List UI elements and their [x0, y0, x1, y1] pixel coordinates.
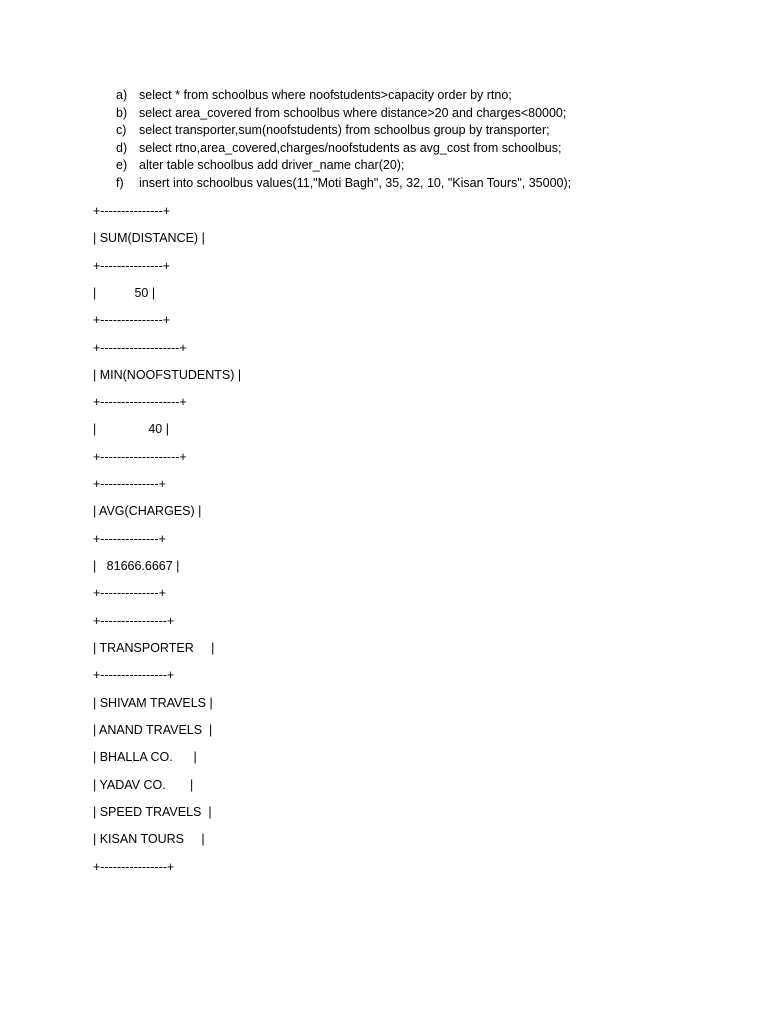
sql-query-list	[116, 87, 571, 193]
query-marker: a)	[116, 88, 128, 102]
result-row-line: | SHIVAM TRAVELS |	[93, 696, 213, 710]
result-border-line: +--------------+	[93, 586, 166, 600]
query-item	[116, 122, 571, 140]
result-row-line: | KISAN TOURS |	[93, 832, 205, 846]
result-border-line: +-------------------+	[93, 341, 187, 355]
result-row-line: | YADAV CO. |	[93, 778, 194, 792]
query-marker: e)	[116, 158, 128, 173]
result-header-line: | AVG(CHARGES) |	[93, 504, 202, 518]
result-value-line: | 50 |	[93, 286, 156, 300]
query-text: select rtno,area_covered,charges/noofstudents as avg_cost from schoolbus;	[139, 140, 562, 155]
result-header-line: | MIN(NOOFSTUDENTS) |	[93, 368, 242, 382]
result-row-line: | SPEED TRAVELS |	[93, 805, 212, 819]
query-marker: f)	[116, 175, 124, 190]
result-value-line: | 40 |	[93, 422, 169, 436]
result-row-line: | ANAND TRAVELS |	[93, 723, 213, 737]
result-border-line: +-------------------+	[93, 395, 187, 409]
query-item	[116, 157, 571, 175]
query-text: alter table schoolbus add driver_name char(20);	[139, 158, 405, 173]
result-border-line: +---------------+	[93, 204, 171, 218]
result-row-line: | BHALLA CO. |	[93, 750, 197, 764]
result-border-line: +---------------+	[93, 313, 171, 327]
query-text: select transporter,sum(noofstudents) from schoolbus group by transporter;	[139, 123, 550, 138]
query-text: select * from schoolbus where noofstudents>capacity order by rtno;	[139, 88, 512, 102]
result-header-line: | TRANSPORTER |	[93, 641, 215, 655]
result-border-line: +---------------+	[93, 259, 171, 273]
query-text: insert into schoolbus values(11,"Moti Bagh", 35, 32, 10, "Kisan Tours", 35000);	[139, 175, 572, 190]
result-header-line: | SUM(DISTANCE) |	[93, 231, 205, 245]
query-marker: c)	[116, 123, 127, 138]
result-border-line: +--------------+	[93, 477, 166, 491]
result-border-line: +----------------+	[93, 668, 175, 682]
result-border-line: +--------------+	[93, 532, 166, 546]
result-border-line: +----------------+	[93, 860, 175, 874]
query-item	[116, 140, 571, 158]
result-border-line: +----------------+	[93, 614, 175, 628]
query-item	[116, 87, 571, 105]
query-marker: b)	[116, 105, 128, 120]
result-value-line: | 81666.6667 |	[93, 559, 180, 573]
result-border-line: +-------------------+	[93, 450, 187, 464]
query-marker: d)	[116, 140, 128, 155]
query-text: select area_covered from schoolbus where distance>20 and charges<80000;	[139, 105, 567, 120]
query-item	[116, 175, 571, 193]
query-item	[116, 105, 571, 123]
